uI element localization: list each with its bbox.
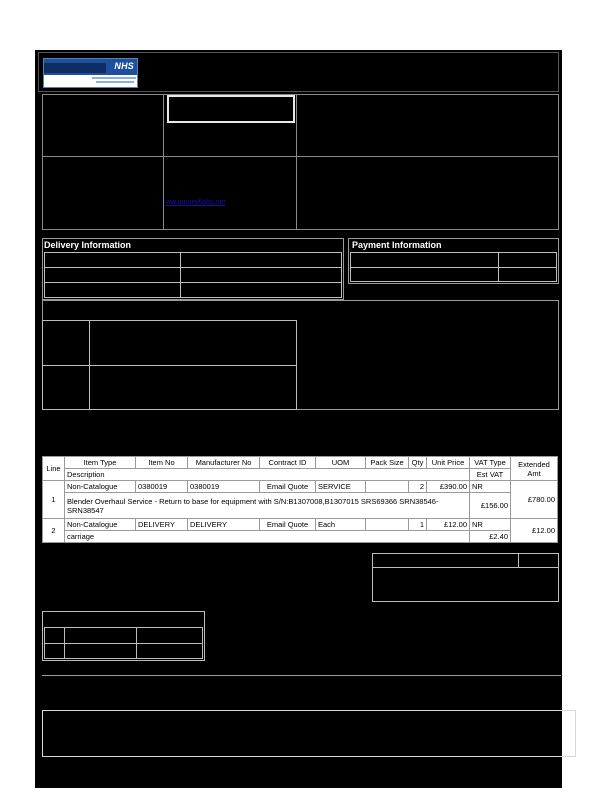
line-number: 1 xyxy=(43,481,65,519)
col-header-contract-id: Contract ID xyxy=(260,457,316,469)
table-row-description xyxy=(43,531,558,543)
col-header-item-type: Item Type xyxy=(65,457,136,469)
vat-type: NR xyxy=(470,481,511,493)
grid-divider xyxy=(163,94,164,230)
item-description: Blender Overhaul Service - Return to base for equipment with S/N:B1307008,B1307015 SRS69366 SRN38546-SRN38547 xyxy=(65,493,470,519)
delivery-info-table xyxy=(44,252,342,298)
grid-divider xyxy=(296,94,297,230)
grid-divider xyxy=(42,156,559,157)
table-header-row xyxy=(43,457,558,469)
item-description: carriage xyxy=(65,531,470,543)
col-header-uom: UOM xyxy=(316,457,366,469)
col-header-line: Line xyxy=(43,457,65,481)
contract-id: Email Quote xyxy=(260,481,316,493)
col-header-qty: Qty xyxy=(409,457,427,469)
col-header-manufacturer-no: Manufacturer No xyxy=(188,457,260,469)
approval-table xyxy=(44,627,203,659)
extended-amt: £12.00 xyxy=(511,519,558,543)
order-info-grid xyxy=(42,94,559,230)
delivery-info-title: Delivery Information xyxy=(44,240,132,250)
unit-price: £12.00 xyxy=(427,519,470,531)
extended-amt: £780.00 xyxy=(511,481,558,519)
table-subheader-row xyxy=(43,469,558,481)
table-row xyxy=(43,519,558,531)
footer-divider xyxy=(42,675,561,676)
est-vat: £156.00 xyxy=(470,493,511,519)
footer-box xyxy=(42,710,576,757)
table-row-description xyxy=(43,493,558,519)
item-type: Non-Catalogue xyxy=(65,519,136,531)
est-vat: £2.40 xyxy=(470,531,511,543)
unit-price: £390.00 xyxy=(427,481,470,493)
supplier-website-link[interactable]: ww.tanneyflabs.net xyxy=(166,199,226,206)
notes-table xyxy=(42,320,297,410)
table-row xyxy=(43,481,558,493)
line-number: 2 xyxy=(43,519,65,543)
uom: Each xyxy=(316,519,366,531)
item-type: Non-Catalogue xyxy=(65,481,136,493)
col-header-est-vat: Est VAT xyxy=(470,469,511,481)
manufacturer-no: DELIVERY xyxy=(188,519,260,531)
col-header-pack-size: Pack Size xyxy=(366,457,409,469)
col-header-item-no: Item No xyxy=(136,457,188,469)
qty: 1 xyxy=(409,519,427,531)
payment-info-table xyxy=(350,252,557,282)
pack-size xyxy=(366,519,409,531)
totals-table xyxy=(372,553,559,602)
contract-id: Email Quote xyxy=(260,519,316,531)
manufacturer-no: 0380019 xyxy=(188,481,260,493)
col-header-unit-price: Unit Price xyxy=(427,457,470,469)
pack-size xyxy=(366,481,409,493)
order-number-box xyxy=(167,95,295,123)
col-header-extended-amt: Extended Amt xyxy=(511,457,558,481)
col-header-description: Description xyxy=(65,469,470,481)
uom: SERVICE xyxy=(316,481,366,493)
qty: 2 xyxy=(409,481,427,493)
nhs-logo-text: NHS xyxy=(114,61,134,71)
payment-info-title: Payment Information xyxy=(352,240,442,250)
item-no: DELIVERY xyxy=(136,519,188,531)
col-header-vat-type: VAT Type xyxy=(470,457,511,469)
line-items-table xyxy=(42,456,558,543)
item-no: 0380019 xyxy=(136,481,188,493)
vat-type: NR xyxy=(470,519,511,531)
nhs-logo xyxy=(43,58,138,88)
